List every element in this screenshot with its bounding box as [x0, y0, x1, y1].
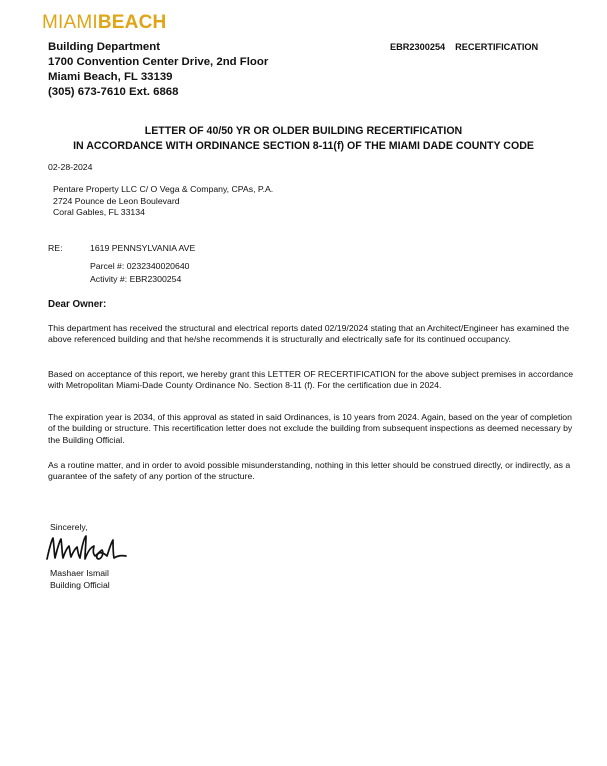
signer-name: Mashaer Ismail	[50, 568, 109, 578]
recipient-line1: Pentare Property LLC C/ O Vega & Company, CPAs, P.A.	[53, 184, 274, 194]
activity-number: Activity #: EBR2300254	[90, 274, 182, 284]
reference-number: EBR2300254	[390, 42, 446, 52]
reference-block	[390, 42, 538, 52]
recipient-address	[53, 184, 273, 219]
closing: Sincerely,	[50, 522, 88, 532]
signer-block	[50, 568, 110, 591]
department-name: Building Department	[48, 41, 161, 53]
salutation: Dear Owner:	[48, 299, 107, 310]
logo-miami-text: MIAMI	[42, 12, 98, 33]
letter-date: 02-28-2024	[48, 162, 93, 172]
department-header	[48, 40, 268, 100]
reference-type: RECERTIFICATION	[455, 42, 539, 52]
re-label: RE:	[48, 243, 63, 253]
handwritten-signature	[44, 532, 134, 571]
body-paragraph-4: As a routine matter, and in order to avoid possible misunderstanding, nothing in this letter should be construed directly, or indirectly, as a guarantee of the safety of any portion of the structure.	[48, 460, 571, 482]
signature-icon	[44, 532, 134, 566]
department-phone: (305) 673-7610 Ext. 6868	[48, 86, 179, 98]
parcel-number: Parcel #: 0232340020640	[90, 261, 190, 271]
body-paragraph-1: This department has received the structural and electrical reports dated 02/19/2024 stating that an Architect/Engineer has examined the above referenced building and that he/she recommends it is structurally and electrically safe for its continued occupancy.	[48, 323, 570, 345]
letter-title-line2: IN ACCORDANCE WITH ORDINANCE SECTION 8-11(f) OF THE MIAMI DADE COUNTY CODE	[73, 140, 534, 152]
recipient-line2: 2724 Pounce de Leon Boulevard	[53, 195, 180, 206]
recipient-line3: Coral Gables, FL 33134	[53, 207, 145, 217]
department-address-line1: 1700 Convention Center Drive, 2nd Floor	[48, 56, 269, 68]
body-paragraph-2: Based on acceptance of this report, we hereby grant this LETTER OF RECERTIFICATION for the above subject premises in accordance with Metropolitan Miami-Dade County Ordinance No. Section 8-11 (f). For the certification due in 2024.	[48, 369, 574, 391]
logo-beach-text: BEACH	[97, 12, 167, 33]
body-paragraph-3: The expiration year is 2034, of this approval as stated in said Ordinances, is 10 years from 2024. Again, based on the year of completion of the building or structure. This recertification letter does not exclude the building from subsequent inspections as deemed necessary by the Building Official.	[48, 412, 573, 445]
signer-title: Building Official	[50, 579, 110, 590]
re-property: 1619 PENNSYLVANIA AVE	[90, 243, 196, 253]
department-address-line2: Miami Beach, FL 33139	[48, 71, 173, 83]
letter-title-line1: LETTER OF 40/50 YR OR OLDER BUILDING RECERTIFICATION	[144, 125, 463, 137]
miami-beach-logo	[42, 12, 166, 34]
